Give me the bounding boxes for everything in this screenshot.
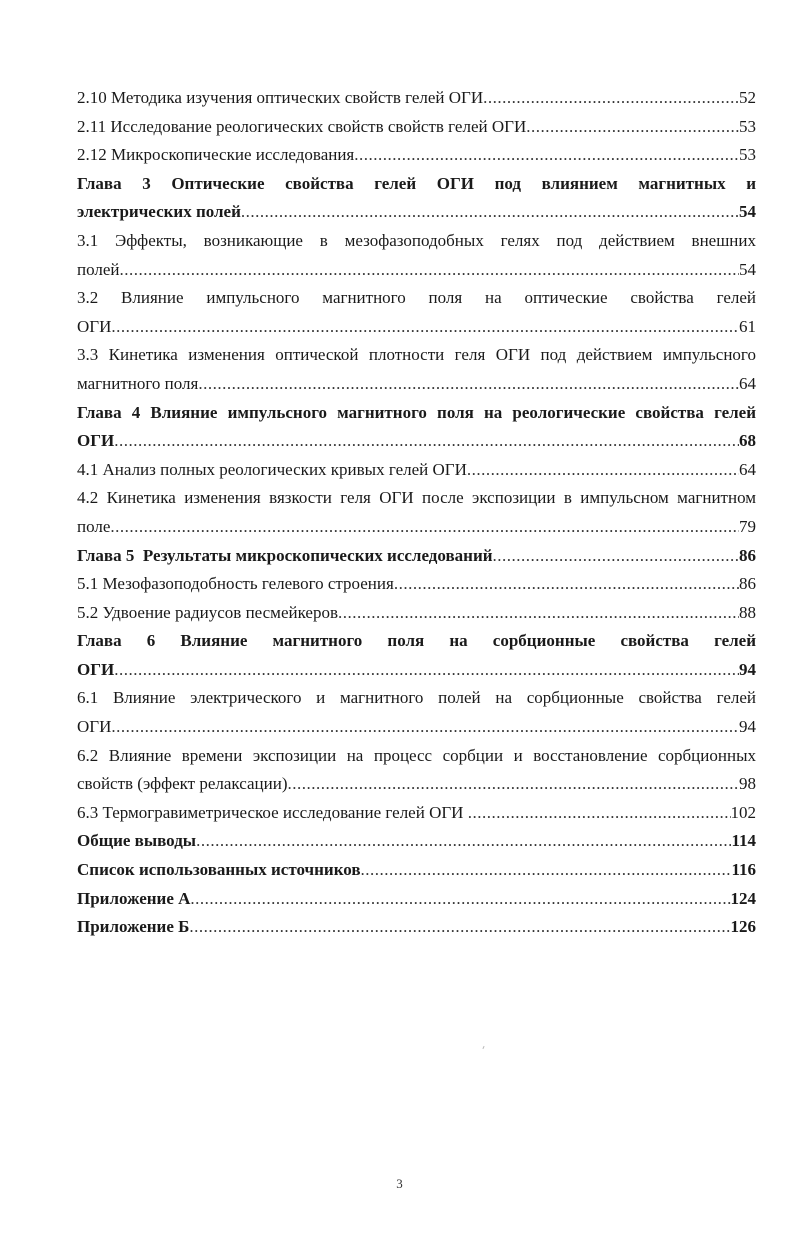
toc-leader-dots <box>493 542 739 571</box>
toc-section-title-line: 6.2 Влияние времени экспозиции на процесс сорбции и восстановление сорбционных <box>77 745 756 765</box>
toc-leader-dots <box>111 313 739 342</box>
toc-section-title-line: 3.1 Эффекты, возникающие в мезофазоподобных гелях под действием внешних <box>77 230 756 250</box>
toc-entry-title: поле <box>77 516 111 536</box>
toc-entry <box>77 456 756 485</box>
toc-chapter-title-line: Глава 3 Оптические свойства гелей ОГИ под влиянием магнитных и <box>77 173 756 193</box>
toc-leader-dots <box>111 713 739 742</box>
toc-leader-dots <box>288 770 739 799</box>
toc-entry <box>77 198 756 227</box>
toc-leader-dots <box>189 913 730 942</box>
toc-entry <box>77 141 756 170</box>
toc-entry <box>77 513 756 542</box>
toc-page-number: 102 <box>730 802 756 822</box>
toc-page-number: 68 <box>739 431 756 451</box>
toc-entry <box>77 313 756 342</box>
toc-leader-dots <box>110 513 739 542</box>
toc-page-number: 61 <box>739 316 756 336</box>
toc-page-number: 52 <box>739 88 756 107</box>
toc-entry <box>77 599 756 628</box>
toc-entry-title: Общие выводы <box>77 831 197 851</box>
toc-entry <box>77 113 756 142</box>
toc-page-number: 88 <box>739 602 756 622</box>
toc-entry-title: 5.1 Мезофазоподобность гелевого строения <box>77 574 394 594</box>
toc-entry-title: ОГИ <box>77 717 112 737</box>
toc-page-number: 79 <box>739 516 756 536</box>
toc-entry-title: свойств (эффект релаксации) <box>77 774 288 794</box>
toc-page-number: 53 <box>739 116 756 136</box>
toc-section-title-line: 4.2 Кинетика изменения вязкости геля ОГИ после экспозиции в импульсном магнитном <box>77 488 756 508</box>
toc-leader-dots <box>394 570 739 599</box>
scan-speck <box>482 1046 484 1049</box>
toc-page-number: 116 <box>731 860 756 880</box>
toc-entry-title: 4.1 Анализ полных реологических кривых гелей ОГИ <box>77 459 467 479</box>
toc-entry <box>77 827 756 856</box>
toc-section-title-line: 6.1 Влияние электрического и магнитного полей на сорбционные свойства гелей <box>77 688 756 708</box>
toc-entry-title: Приложение Б <box>77 917 190 937</box>
toc-entry-title: магнитного поля <box>77 373 199 393</box>
toc-leader-dots <box>241 198 739 227</box>
toc-entry <box>77 713 756 742</box>
toc-page-number: 126 <box>730 917 756 937</box>
table-of-contents <box>77 84 756 942</box>
toc-entry-title: полей <box>77 259 120 279</box>
toc-entry-title: 2.12 Микроскопические исследования <box>77 145 355 165</box>
toc-entry <box>77 885 756 914</box>
toc-page-number: 53 <box>739 145 756 165</box>
toc-entry-title: электрических полей <box>77 202 241 222</box>
toc-leader-dots <box>114 427 739 456</box>
toc-leader-dots <box>196 827 731 856</box>
toc-page-number: 124 <box>730 888 756 908</box>
toc-entry-title: 6.3 Термогравиметрическое исследование гелей ОГИ <box>77 802 468 822</box>
toc-entry-title: 2.11 Исследование реологических свойств свойств гелей ОГИ <box>77 116 527 136</box>
toc-entry-title: Глава 5 Результаты микроскопических исследований <box>77 545 493 565</box>
toc-page-number: 94 <box>739 659 756 679</box>
toc-leader-dots <box>198 370 739 399</box>
toc-leader-dots <box>190 885 730 914</box>
toc-entry-title: Приложение А <box>77 888 191 908</box>
toc-entry-title: ОГИ <box>77 659 115 679</box>
toc-page-number: 64 <box>739 373 756 393</box>
toc-leader-dots <box>114 656 739 685</box>
toc-leader-dots <box>467 456 739 485</box>
toc-leader-dots <box>354 141 739 170</box>
toc-entry <box>77 256 756 285</box>
toc-leader-dots <box>120 256 740 285</box>
toc-leader-dots <box>338 599 739 628</box>
toc-leader-dots <box>468 799 731 828</box>
toc-entry-title: ОГИ <box>77 316 112 336</box>
toc-page-number: 54 <box>739 202 756 222</box>
toc-page-number: 94 <box>739 717 756 737</box>
page-number: 3 <box>396 1176 403 1191</box>
toc-entry <box>77 570 756 599</box>
toc-chapter-title-line: Глава 4 Влияние импульсного магнитного поля на реологические свойства гелей <box>77 402 756 422</box>
toc-entry <box>77 370 756 399</box>
toc-entry <box>77 84 756 113</box>
toc-page-number: 64 <box>739 459 756 479</box>
toc-entry <box>77 913 756 942</box>
toc-entry-title: Список использованных источников <box>77 860 361 880</box>
toc-entry-title: ОГИ <box>77 431 115 451</box>
toc-leader-dots <box>483 84 739 113</box>
toc-entry <box>77 427 756 456</box>
toc-page-number: 98 <box>739 774 756 794</box>
toc-page-number: 86 <box>739 574 756 594</box>
toc-entry-title: 5.2 Удвоение радиусов песмейкеров <box>77 602 338 622</box>
toc-page-number: 54 <box>739 259 756 279</box>
toc-section-title-line: 3.2 Влияние импульсного магнитного поля на оптические свойства гелей <box>77 288 756 308</box>
toc-entry-title: 2.10 Методика изучения оптических свойств гелей ОГИ <box>77 88 484 107</box>
toc-section-title-line: 3.3 Кинетика изменения оптической плотности геля ОГИ под действием импульсного <box>77 345 756 365</box>
toc-entry <box>77 656 756 685</box>
toc-entry <box>77 856 756 885</box>
toc-leader-dots <box>526 113 739 142</box>
toc-chapter-title-line: Глава 6 Влияние магнитного поля на сорбционные свойства гелей <box>77 631 756 651</box>
toc-page-number: 114 <box>731 831 756 851</box>
toc-entry <box>77 799 756 828</box>
toc-entry <box>77 542 756 571</box>
toc-entry <box>77 770 756 799</box>
toc-leader-dots <box>361 856 732 885</box>
toc-page-number: 86 <box>739 545 756 565</box>
